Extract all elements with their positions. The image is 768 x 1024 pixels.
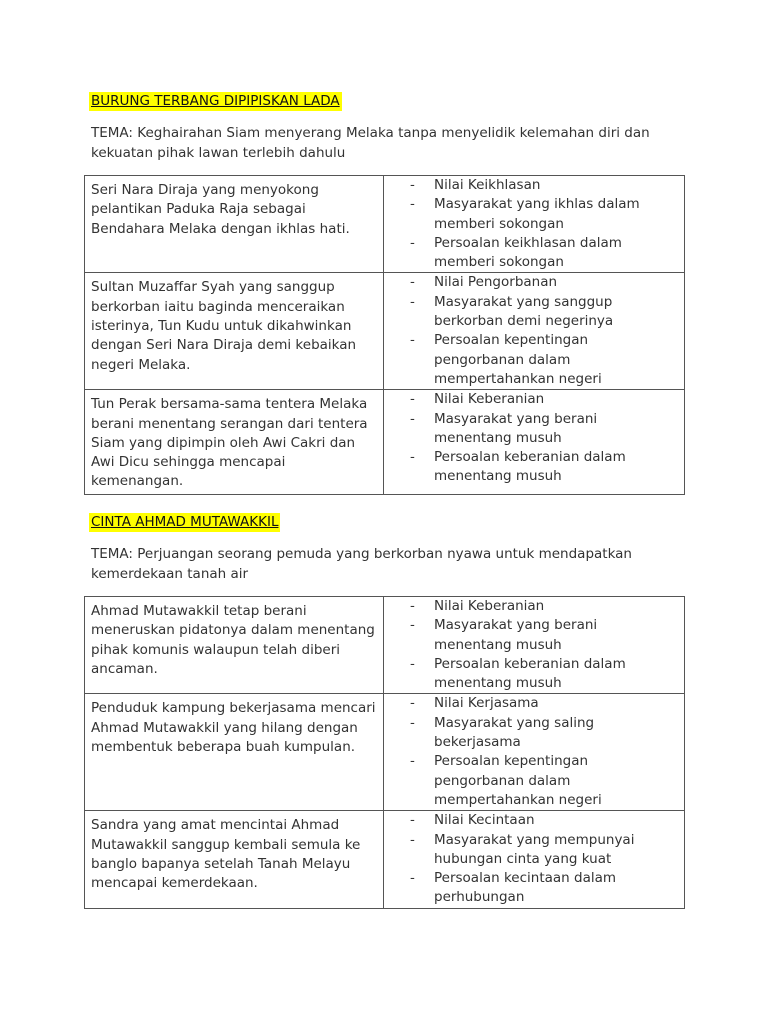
section-theme: TEMA: Perjuangan seorang pemuda yang berkorban nyawa untuk mendapatkan kemerdekaan tanah air <box>91 546 632 582</box>
section-theme: TEMA: Keghairahan Siam menyerang Melaka tanpa menyelidik kelemahan diri dan kekuatan pihak lawan terlebih dahulu <box>91 125 650 161</box>
description-text: Ahmad Mutawakkil tetap berani meneruskan pidatonya dalam menentang pihak komunis walaupun telah diberi ancaman. <box>91 603 375 677</box>
points-list <box>384 390 684 486</box>
point-text: Persoalan keberanian dalam menentang musuh <box>434 449 626 485</box>
list-item: - Nilai Keberanian <box>410 391 545 408</box>
point-text: Masyarakat yang saling bekerjasama <box>434 714 595 751</box>
list-item: - Masyarakat yang sanggup berkorban demi negerinya <box>410 293 614 330</box>
table-row <box>85 811 685 908</box>
description-cell <box>85 176 384 273</box>
list-item: - Nilai Kerjasama <box>410 695 539 712</box>
point-text: Persoalan kepentingan pengorbanan dalam mempertahankan negeri <box>434 753 602 808</box>
section-heading: CINTA AHMAD MUTAWAKKIL <box>91 514 279 530</box>
points-list <box>384 597 684 693</box>
description-cell <box>85 597 384 694</box>
analysis-table <box>84 596 685 909</box>
list-item: - Persoalan kepentingan pengorbanan dalam mempertahankan negeri <box>410 753 602 808</box>
point-text: Nilai Pengorbanan <box>434 274 558 291</box>
table-row <box>85 597 685 694</box>
analysis-table <box>84 175 685 495</box>
list-item: - Masyarakat yang berani menentang musuh <box>410 617 598 653</box>
point-text: Persoalan kecintaan dalam perhubungan <box>434 870 617 906</box>
description-cell <box>85 390 384 495</box>
point-text: Persoalan kepentingan pengorbanan dalam mempertahankan negeri <box>434 332 602 387</box>
description-text: Penduduk kampung bekerjasama mencari Ahmad Mutawakkil yang hilang dengan membentuk beberapa buah kumpulan. <box>91 700 376 756</box>
description-cell <box>85 273 384 390</box>
list-item: - Nilai Keikhlasan <box>410 177 541 193</box>
list-item: - Persoalan kecintaan dalam perhubungan <box>410 870 617 906</box>
point-text: Nilai Keberanian <box>434 391 545 408</box>
description-text: Sandra yang amat mencintai Ahmad Mutawakkil sanggup kembali semula ke banglo bapanya setelah Tanah Melayu mencapai kemerdekaan. <box>91 817 361 892</box>
list-item: - Persoalan keberanian dalam menentang musuh <box>410 449 626 485</box>
points-cell <box>384 694 685 811</box>
point-text: Masyarakat yang mempunyai hubungan cinta yang kuat <box>434 831 635 867</box>
points-list <box>384 176 684 272</box>
list-item: - Masyarakat yang ikhlas dalam memberi sokongan <box>410 196 640 232</box>
list-item: - Persoalan kepentingan pengorbanan dalam mempertahankan negeri <box>410 332 602 387</box>
section-heading: BURUNG TERBANG DIPIPISKAN LADA <box>91 93 340 109</box>
points-cell <box>384 390 685 495</box>
point-text: Persoalan keberanian dalam menentang musuh <box>434 655 626 692</box>
point-text: Nilai Kecintaan <box>434 812 535 829</box>
list-item: - Persoalan keikhlasan dalam memberi sokongan <box>410 234 622 271</box>
description-text: Sultan Muzaffar Syah yang sanggup berkorban iaitu baginda menceraikan isterinya, Tun Kudu untuk dikahwinkan dengan Seri Nara Diraja demi kebaikan negeri Melaka. <box>91 279 357 373</box>
points-list <box>384 694 684 810</box>
points-list <box>384 273 684 389</box>
point-text: Masyarakat yang berani menentang musuh <box>434 617 598 653</box>
description-cell <box>85 811 384 908</box>
point-text: Persoalan keikhlasan dalam memberi sokongan <box>434 234 622 271</box>
points-cell <box>384 597 685 694</box>
point-text: Masyarakat yang berani menentang musuh <box>434 410 598 446</box>
list-item: - Masyarakat yang saling bekerjasama <box>410 714 595 751</box>
table-row <box>85 273 685 390</box>
description-cell <box>85 694 384 811</box>
table-row <box>85 176 685 273</box>
list-item: - Nilai Keberanian <box>410 598 545 614</box>
table-row <box>85 694 685 811</box>
list-item: - Masyarakat yang mempunyai hubungan cinta yang kuat <box>410 831 635 867</box>
point-text: Nilai Keikhlasan <box>434 177 541 193</box>
points-cell <box>384 176 685 273</box>
points-list <box>384 811 684 907</box>
point-text: Nilai Kerjasama <box>434 695 539 712</box>
points-cell <box>384 273 685 390</box>
list-item: - Nilai Pengorbanan <box>410 274 558 291</box>
list-item: - Masyarakat yang berani menentang musuh <box>410 410 598 446</box>
table-row <box>85 390 685 495</box>
description-text: Seri Nara Diraja yang menyokong pelantikan Paduka Raja sebagai Bendahara Melaka dengan ikhlas hati. <box>91 182 350 237</box>
point-text: Masyarakat yang sanggup berkorban demi negerinya <box>434 293 614 330</box>
list-item: - Nilai Kecintaan <box>410 812 535 829</box>
point-text: Nilai Keberanian <box>434 598 545 614</box>
point-text: Masyarakat yang ikhlas dalam memberi sokongan <box>434 196 640 232</box>
list-item: - Persoalan keberanian dalam menentang musuh <box>410 655 626 692</box>
points-cell <box>384 811 685 908</box>
description-text: Tun Perak bersama-sama tentera Melaka berani menentang serangan dari tentera Siam yang dipimpin oleh Awi Cakri dan Awi Dicu sehingga mencapai kemenangan. <box>91 396 368 490</box>
